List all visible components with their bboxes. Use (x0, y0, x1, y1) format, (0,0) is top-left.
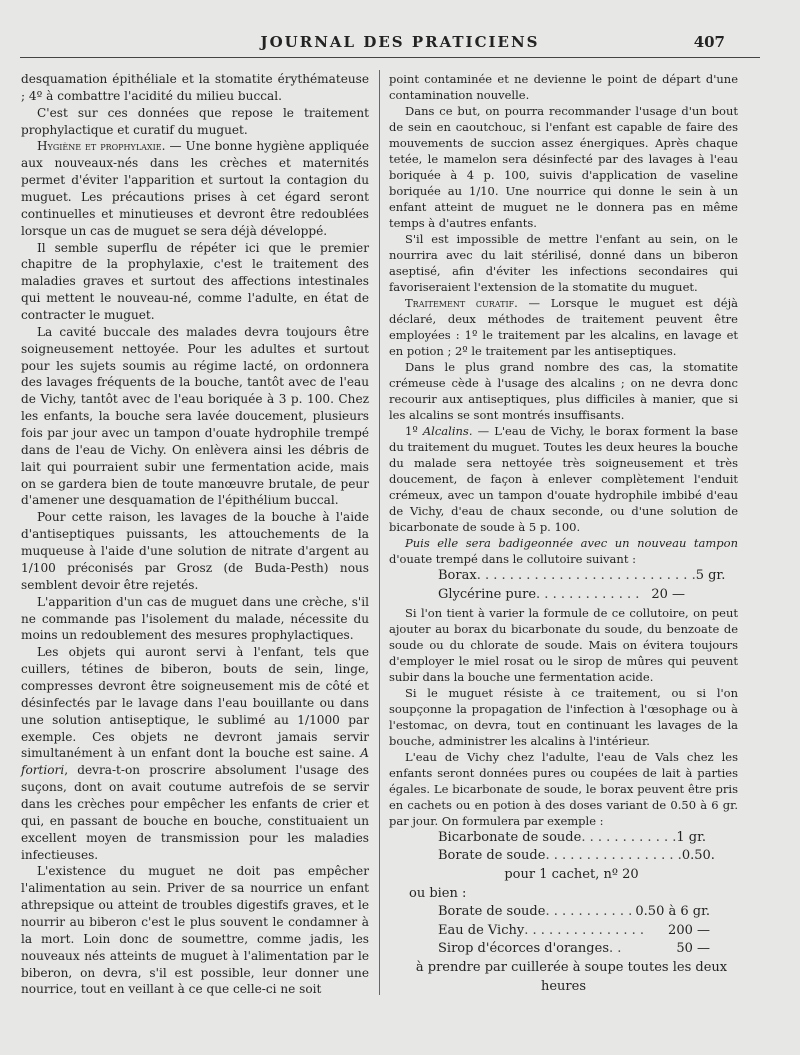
running-header-title: JOURNAL DES PRATICIENS (260, 33, 540, 51)
paragraph (21, 138, 369, 239)
paragraph: Si le muguet résiste à ce traitement, ou si l'on soupçonne la propagation de l'infection à l'œsophage ou à l'estomac, on devra, tout en continuant les lavages de la bouche, administrer les alcalins à l'intérieur. (389, 685, 738, 748)
left-column (21, 71, 369, 998)
paragraph-text: — L'eau de Vichy, le borax forment la base du traitement du muguet. Toutes les deux heures la bouche du malade sera nettoyée très soigneusement et très doucement, de façon à enlever complètement l'enduit crémeux, avec un tampon d'ouate hydrophile imbibé d'eau de Vichy, d'eau de chaux seconde, ou d'une solution de bicarbonate de soude à 5 p. 100. (389, 424, 738, 535)
ingredient-name: Eau de Vichy (438, 922, 525, 938)
paragraph (389, 295, 738, 359)
column-divider (379, 70, 380, 995)
section-heading: Alcalins. (422, 424, 473, 439)
right-column (389, 71, 738, 996)
paragraph: Pour cette raison, les lavages de la bouche à l'aide d'antiseptiques puissants, les attouchements de la muqueuse à l'aide d'une solution de nitrate d'argent au 1/100 préconisés par Grosz (de Buda-Pesth) nous semblent devoir être rejetés. (21, 510, 369, 592)
ingredient-quantity: 20 — (651, 587, 685, 603)
leader-dots: . . . . . . . . . . . . . . . . . . . . . . . . . . . (476, 568, 696, 584)
ingredient-quantity: 200 — (668, 922, 710, 938)
paragraph-text: — Une bonne hygiène appliquée aux nouveaux-nés dans les crèches et maternités permet d'éviter l'apparition et surtout la contagion du muguet. Les précautions prises à cet égard seront continuelles et minutieuses et devront être redoublées lorsque un cas de muguet se sera déjà développé. (21, 139, 369, 238)
ingredient-quantity: 5 gr. (695, 568, 726, 584)
formula-row (438, 903, 710, 922)
paragraph (389, 423, 738, 535)
paragraph: C'est sur ces données que repose le traitement prophylactique et curatif du muguet. (21, 105, 369, 137)
paragraph: desquamation épithéliale et la stomatite érythémateuse ; 4º à combattre l'acidité du milieu buccal. (21, 72, 369, 103)
formula-row (438, 829, 707, 848)
formula-collutoire (438, 567, 726, 604)
ingredient-name: Borate de soude (438, 904, 546, 920)
leader-dots: . . . . . . . . . . . . . . . . . (545, 848, 682, 864)
paragraph: La cavité buccale des malades devra toujours être soigneusement nettoyée. Pour les adultes et surtout pour les sujets soumis au régime lacté, on ordonnera des lavages fréquents de la bouche, tantôt avec de l'eau de Vichy, tantôt avec de l'eau boriquée à 3 p. 100. Chez les enfants, la bouche sera lavée doucement, plusieurs fois par jour avec un tampon d'ouate hydrophile trempé dans de l'eau de Vichy. On enlèvera ainsi les débris de lait qui pourraient subir une fermentation acide, mais on se gardera bien de toute manœuvre brutale, de peur d'amener une desquamation de l'épithélium buccal. (21, 324, 369, 508)
ingredient-name: Glycérine pure (438, 587, 537, 603)
paragraph (389, 535, 738, 567)
formula-note: pour 1 cachet, nº 20 (504, 867, 639, 883)
section-heading: Traitement curatif. (405, 296, 518, 311)
paragraph: L'apparition d'un cas de muguet dans une crèche, s'il ne commande pas l'isolement du malade, nécessite du moins un redoublement des mesures prophylactiques. (21, 594, 369, 643)
formula-cachet (438, 829, 715, 866)
dosage-instruction: à prendre par cuillerée à soupe toutes les deux heures (415, 960, 728, 994)
ingredient-quantity: 50 — (676, 941, 710, 957)
italic-phrase: Puis elle sera badigeonnée avec un nouveau tampon (405, 536, 738, 551)
paragraph: Si l'on tient à varier la formule de ce collutoire, on peut ajouter au borax du bicarbonate du soude, du benzoate de soude ou du chlorate de soude. Mais on évitera toujours d'employer le miel rosat ou le sirop de mûres qui peuvent subir dans la bouche une fermentation acide. (389, 605, 738, 684)
paragraph-text: — Lorsque le muguet est déjà déclaré, deux méthodes de traitement peuvent être employées : 1º le traitement par les alcalins, en lavage et en potion ; 2º le traitement par les antiseptiques. (389, 296, 738, 359)
page-number: 407 (693, 33, 725, 51)
paragraph: Dans ce but, on pourra recommander l'usage d'un bout de sein en caoutchouc, si l'enfant est capable de faire des mouvements de succion assez énergiques. Après chaque tetée, le mamelon sera désinfecté par des lavages à l'eau boriquée à 4 p. 100, suivis d'application de vaseline boriquée au 1/10. Une nourrice qui donne le sein à un enfant atteint de muguet ne le donnera pas en même temps à d'autres enfants. (389, 104, 738, 231)
ou-bien-label: ou bien : (409, 885, 467, 901)
leader-dots: . . . . . . . . . . . (545, 904, 633, 920)
section-heading: Hygiène et prophylaxie. (37, 139, 166, 154)
list-number: 1º (405, 424, 423, 439)
leader-dots: . . . . . . . . . . . . . (536, 587, 640, 603)
formula-row (438, 567, 726, 586)
paragraph: L'eau de Vichy chez l'adulte, l'eau de Vals chez les enfants seront données pures ou coupées de lait à parties égales. Le bicarbonate de soude, le borax peuvent être pris en cachets ou en potion à des doses variant de 0.50 à 6 gr. par jour. On formulera par exemple : (389, 749, 738, 828)
paragraph-text: Les objets qui auront servi à l'enfant, tels que cuillers, tétines de biberon, bouts de sein, linge, compresses devront être soigneusement mis de côté et désinfectés par le lavage dans l'eau bouillante ou dans une solution antiseptique, le sublimé au 1/1000 par exemple. Ces objets ne devront jamais servir simultanément à un enfant dont la bouche est saine. (21, 645, 369, 761)
paragraph-text: d'ouate trempé dans le collutoire suivant : (389, 552, 636, 567)
ingredient-quantity: 0.50 à 6 gr. (635, 904, 710, 920)
paragraph: L'existence du muguet ne doit pas empêcher l'alimentation au sein. Priver de sa nourrice un enfant athrepsique ou atteint de troubles digestifs graves, et le nourrir au biberon c'est le plus souvent le condamner à la mort. Loin donc de soumettre, comme jadis, les nouveaux nés atteints de muguet à l'alimentation par le biberon, on devra, s'il est possible, leur donner une nourrice, tout en veillant à ce que celle-ci ne soit (21, 864, 369, 997)
paragraph: Il semble superflu de répéter ici que le premier chapitre de la prophylaxie, c'est le traitement des maladies graves et surtout des affections intestinales qui mettent le nouveau-né, comme l'adulte, en état de contracter le muguet. (21, 240, 369, 323)
paragraph: S'il est impossible de mettre l'enfant au sein, on le nourrira avec du lait stérilisé, donné dans un biberon aseptisé, afin d'éviter les infections secondaires qui favoriseraient l'extension de la stomatite du muguet. (389, 232, 738, 295)
paragraph: point contaminée et ne devienne le point de départ d'une contamination nouvelle. (389, 72, 738, 103)
paragraph-text: , devra-t-on proscrire absolument l'usage des suçons, dont on avait coutume autrefois de se servir dans les crèches pour empêcher les enfants de crier et qui, en passant de bouche en bouche, constituaient un excellent moyen de transmission pour les maladies infectieuses. (21, 763, 369, 862)
leader-dots: . . (609, 941, 622, 957)
italic-term: A fortiori (21, 746, 369, 778)
ingredient-name: Bicarbonate de soude (438, 829, 582, 845)
paragraph: Dans le plus grand nombre des cas, la stomatite crémeuse cède à l'usage des alcalins ; on ne devra donc recourir aux antiseptiques, plus difficiles à manier, que si les alcalins se sont montrés insuffisants. (389, 360, 738, 423)
formula-row (438, 940, 710, 959)
formula-row (438, 586, 685, 605)
leader-dots: . . . . . . . . . . . . (581, 829, 677, 845)
formula-potion (438, 903, 710, 959)
ingredient-quantity: 0.50. (681, 848, 715, 864)
formula-row (438, 922, 710, 941)
leader-dots: . . . . . . . . . . . . . . . (524, 922, 645, 938)
ingredient-quantity: 1 gr. (676, 829, 707, 845)
formula-row (438, 847, 715, 866)
ingredient-name: Borax (438, 568, 477, 584)
header-rule (20, 57, 760, 58)
ingredient-name: Sirop d'écorces d'oranges (438, 941, 609, 957)
ingredient-name: Borate de soude (438, 848, 546, 864)
paragraph (21, 644, 369, 863)
